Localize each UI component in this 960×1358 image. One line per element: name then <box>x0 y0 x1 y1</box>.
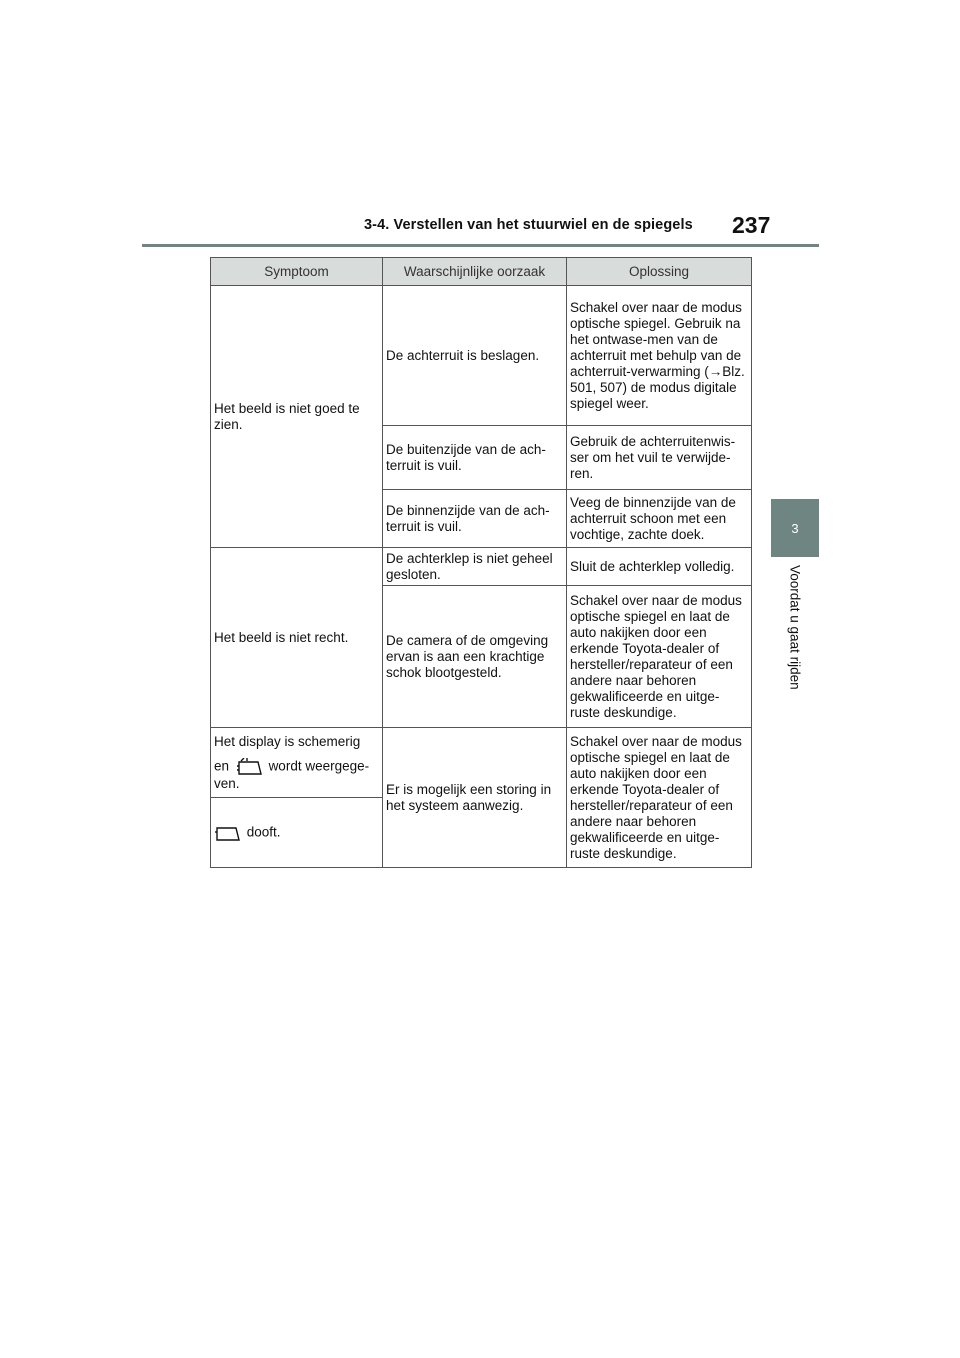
symptom-cell: Het beeld is niet recht. <box>211 548 383 728</box>
cause-cell: De achterruit is beslagen. <box>383 286 567 426</box>
table-header-row <box>211 258 752 286</box>
header-divider <box>142 244 819 247</box>
chapter-number: 3 <box>791 520 799 536</box>
chapter-title <box>780 565 803 690</box>
cause-cell: Er is mogelijk een storing in het systeem aanwezig. <box>383 728 567 868</box>
solution-cell: Veeg de binnenzijde van de achterruit schoon met een vochtige, zachte doek. <box>567 490 752 548</box>
mirror-indicator-icon <box>214 824 240 842</box>
header-symptom: Symptoom <box>211 258 383 286</box>
table-row <box>211 728 752 798</box>
header-cause: Waarschijnlijke oorzaak <box>383 258 567 286</box>
cause-cell: De buitenzijde van de ach-terruit is vuil. <box>383 426 567 490</box>
symptom-cell <box>211 728 383 798</box>
solution-cell: Gebruik de achterruitenwis-ser om het vuil te verwijde-ren. <box>567 426 752 490</box>
mirror-warning-icon <box>236 758 262 776</box>
page-number: 237 <box>732 212 771 238</box>
solution-cell: Schakel over naar de modus optische spiegel en laat de auto nakijken door een erkende Toyota-dealer of hersteller/reparateur of een andere naar behoren gekwalificeerde en uitge-ruste deskundige. <box>567 586 752 728</box>
symptom-line: Het display is schemerig <box>214 733 361 749</box>
solution-cell: Sluit de achterklep volledig. <box>567 548 752 586</box>
chapter-tab[interactable] <box>771 499 819 557</box>
troubleshooting-table <box>210 257 752 868</box>
header-solution: Oplossing <box>567 258 752 286</box>
symptom-cell: Het beeld is niet goed te zien. <box>211 286 383 548</box>
solution-cell: Schakel over naar de modus optische spiegel. Gebruik na het ontwase-men van de achterruit met behulp van de achterruit-verwarming (→Blz. 501, 507) de modus digitale spiegel weer. <box>567 286 752 426</box>
symptom-text: dooft. <box>246 824 281 840</box>
cause-cell: De binnenzijde van de ach-terruit is vuil. <box>383 490 567 548</box>
table-row <box>211 548 752 586</box>
section-title: 3-4. Verstellen van het stuurwiel en de spiegels <box>364 217 693 233</box>
symptom-cell <box>211 798 383 868</box>
table-row <box>211 286 752 426</box>
symptom-line <box>214 758 379 792</box>
symptom-text: en <box>214 758 230 774</box>
chapter-title-text: Voordat u gaat rijden <box>787 565 803 690</box>
symptom-text: wordt weergege-ven. <box>214 758 370 791</box>
cause-cell: De achterklep is niet geheel gesloten. <box>383 548 567 586</box>
solution-cell: Schakel over naar de modus optische spiegel en laat de auto nakijken door een erkende Toyota-dealer of hersteller/reparateur of een andere naar behoren gekwalificeerde en uitge-ruste deskundige. <box>567 728 752 868</box>
cause-cell: De camera of de omgeving ervan is aan een krachtige schok blootgesteld. <box>383 586 567 728</box>
